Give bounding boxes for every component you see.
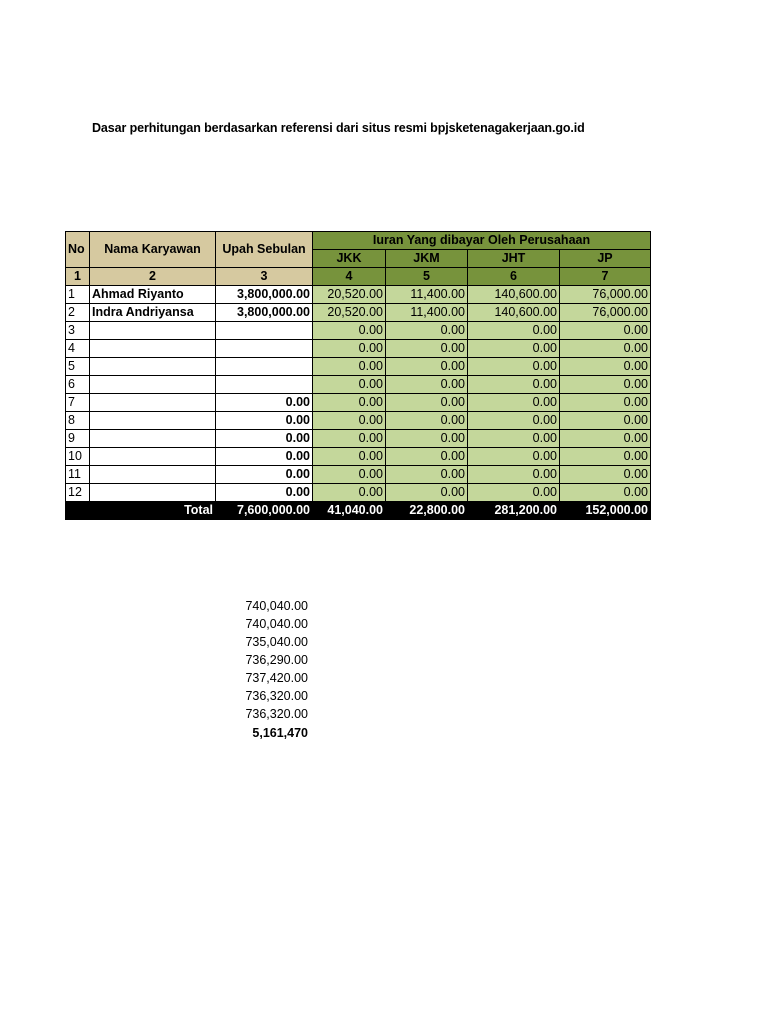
contribution-table <box>65 231 651 520</box>
total-jp: 152,000.00 <box>560 502 651 520</box>
row-jp: 0.00 <box>560 412 651 430</box>
row-nama <box>90 430 216 448</box>
table-row <box>66 484 651 502</box>
total-jht: 281,200.00 <box>468 502 560 520</box>
row-jkk: 20,520.00 <box>313 304 386 322</box>
header-jp: JP <box>560 250 651 268</box>
header-iuran-group: Iuran Yang dibayar Oleh Perusahaan <box>313 232 651 250</box>
row-nama <box>90 322 216 340</box>
row-no: 7 <box>66 394 90 412</box>
row-jkk: 0.00 <box>313 340 386 358</box>
header-upah: Upah Sebulan <box>216 232 313 268</box>
row-jp: 0.00 <box>560 394 651 412</box>
row-jp: 0.00 <box>560 376 651 394</box>
summary-total: 5,161,470 <box>252 726 308 740</box>
row-jht: 0.00 <box>468 484 560 502</box>
summary-value: 740,040.00 <box>245 617 308 631</box>
col-number: 6 <box>468 268 560 286</box>
row-upah: 0.00 <box>216 430 313 448</box>
header-row-1 <box>66 232 651 250</box>
row-jkk: 0.00 <box>313 322 386 340</box>
row-nama <box>90 484 216 502</box>
col-number: 2 <box>90 268 216 286</box>
row-upah: 3,800,000.00 <box>216 304 313 322</box>
row-jkk: 0.00 <box>313 430 386 448</box>
col-number: 5 <box>386 268 468 286</box>
row-no: 8 <box>66 412 90 430</box>
total-row <box>66 502 651 520</box>
row-jp: 0.00 <box>560 322 651 340</box>
table-row <box>66 430 651 448</box>
table-row <box>66 322 651 340</box>
col-number: 7 <box>560 268 651 286</box>
row-jkk: 0.00 <box>313 412 386 430</box>
table-row <box>66 448 651 466</box>
row-jp: 0.00 <box>560 340 651 358</box>
row-nama <box>90 466 216 484</box>
summary-list <box>200 597 308 742</box>
column-number-row <box>66 268 651 286</box>
header-jkk: JKK <box>313 250 386 268</box>
row-jkm: 0.00 <box>386 322 468 340</box>
row-upah <box>216 358 313 376</box>
row-no: 9 <box>66 430 90 448</box>
row-no: 5 <box>66 358 90 376</box>
row-upah: 0.00 <box>216 394 313 412</box>
summary-value: 736,290.00 <box>245 653 308 667</box>
row-jht: 140,600.00 <box>468 286 560 304</box>
table-row <box>66 376 651 394</box>
table-row <box>66 412 651 430</box>
row-no: 2 <box>66 304 90 322</box>
row-upah <box>216 376 313 394</box>
row-no: 4 <box>66 340 90 358</box>
total-label: Total <box>66 502 216 520</box>
row-jkk: 0.00 <box>313 466 386 484</box>
row-jht: 0.00 <box>468 340 560 358</box>
row-jht: 140,600.00 <box>468 304 560 322</box>
row-jkk: 0.00 <box>313 448 386 466</box>
header-jkm: JKM <box>386 250 468 268</box>
row-jkm: 11,400.00 <box>386 304 468 322</box>
row-jht: 0.00 <box>468 448 560 466</box>
summary-value: 736,320.00 <box>245 707 308 721</box>
table-row <box>66 394 651 412</box>
row-jht: 0.00 <box>468 412 560 430</box>
summary-value: 735,040.00 <box>245 635 308 649</box>
summary-value: 736,320.00 <box>245 689 308 703</box>
row-nama <box>90 412 216 430</box>
row-no: 1 <box>66 286 90 304</box>
row-jkm: 0.00 <box>386 466 468 484</box>
row-jkm: 0.00 <box>386 484 468 502</box>
row-nama <box>90 340 216 358</box>
row-jkm: 0.00 <box>386 358 468 376</box>
row-jp: 0.00 <box>560 430 651 448</box>
row-no: 3 <box>66 322 90 340</box>
row-jkm: 0.00 <box>386 394 468 412</box>
row-jkm: 0.00 <box>386 340 468 358</box>
row-jkk: 20,520.00 <box>313 286 386 304</box>
total-upah: 7,600,000.00 <box>216 502 313 520</box>
row-upah: 0.00 <box>216 412 313 430</box>
table-row <box>66 358 651 376</box>
table-row <box>66 286 651 304</box>
row-jp: 0.00 <box>560 466 651 484</box>
row-jkk: 0.00 <box>313 358 386 376</box>
col-number: 1 <box>66 268 90 286</box>
table-row <box>66 340 651 358</box>
row-jkk: 0.00 <box>313 484 386 502</box>
reference-note: Dasar perhitungan berdasarkan referensi dari situs resmi bpjsketenagakerjaan.go.id <box>92 121 585 135</box>
row-upah: 0.00 <box>216 484 313 502</box>
table-row <box>66 304 651 322</box>
row-no: 11 <box>66 466 90 484</box>
row-jp: 76,000.00 <box>560 304 651 322</box>
row-jkm: 11,400.00 <box>386 286 468 304</box>
row-jht: 0.00 <box>468 358 560 376</box>
row-nama: Indra Andriyansa <box>90 304 216 322</box>
col-number: 4 <box>313 268 386 286</box>
row-jp: 76,000.00 <box>560 286 651 304</box>
row-jkm: 0.00 <box>386 412 468 430</box>
row-jkm: 0.00 <box>386 430 468 448</box>
row-upah <box>216 340 313 358</box>
row-nama <box>90 394 216 412</box>
row-no: 12 <box>66 484 90 502</box>
row-no: 6 <box>66 376 90 394</box>
row-jp: 0.00 <box>560 448 651 466</box>
row-nama <box>90 376 216 394</box>
total-jkk: 41,040.00 <box>313 502 386 520</box>
table-row <box>66 466 651 484</box>
summary-value: 737,420.00 <box>245 671 308 685</box>
row-jp: 0.00 <box>560 358 651 376</box>
row-nama <box>90 448 216 466</box>
row-nama: Ahmad Riyanto <box>90 286 216 304</box>
summary-value: 740,040.00 <box>245 599 308 613</box>
row-jht: 0.00 <box>468 430 560 448</box>
row-upah: 3,800,000.00 <box>216 286 313 304</box>
row-jht: 0.00 <box>468 466 560 484</box>
header-nama: Nama Karyawan <box>90 232 216 268</box>
row-upah <box>216 322 313 340</box>
col-number: 3 <box>216 268 313 286</box>
row-jkm: 0.00 <box>386 376 468 394</box>
row-jkk: 0.00 <box>313 394 386 412</box>
header-no: No <box>66 232 90 268</box>
row-jht: 0.00 <box>468 322 560 340</box>
row-nama <box>90 358 216 376</box>
row-jht: 0.00 <box>468 394 560 412</box>
row-upah: 0.00 <box>216 466 313 484</box>
row-jht: 0.00 <box>468 376 560 394</box>
row-no: 10 <box>66 448 90 466</box>
total-jkm: 22,800.00 <box>386 502 468 520</box>
row-jp: 0.00 <box>560 484 651 502</box>
row-jkm: 0.00 <box>386 448 468 466</box>
row-jkk: 0.00 <box>313 376 386 394</box>
header-jht: JHT <box>468 250 560 268</box>
row-upah: 0.00 <box>216 448 313 466</box>
